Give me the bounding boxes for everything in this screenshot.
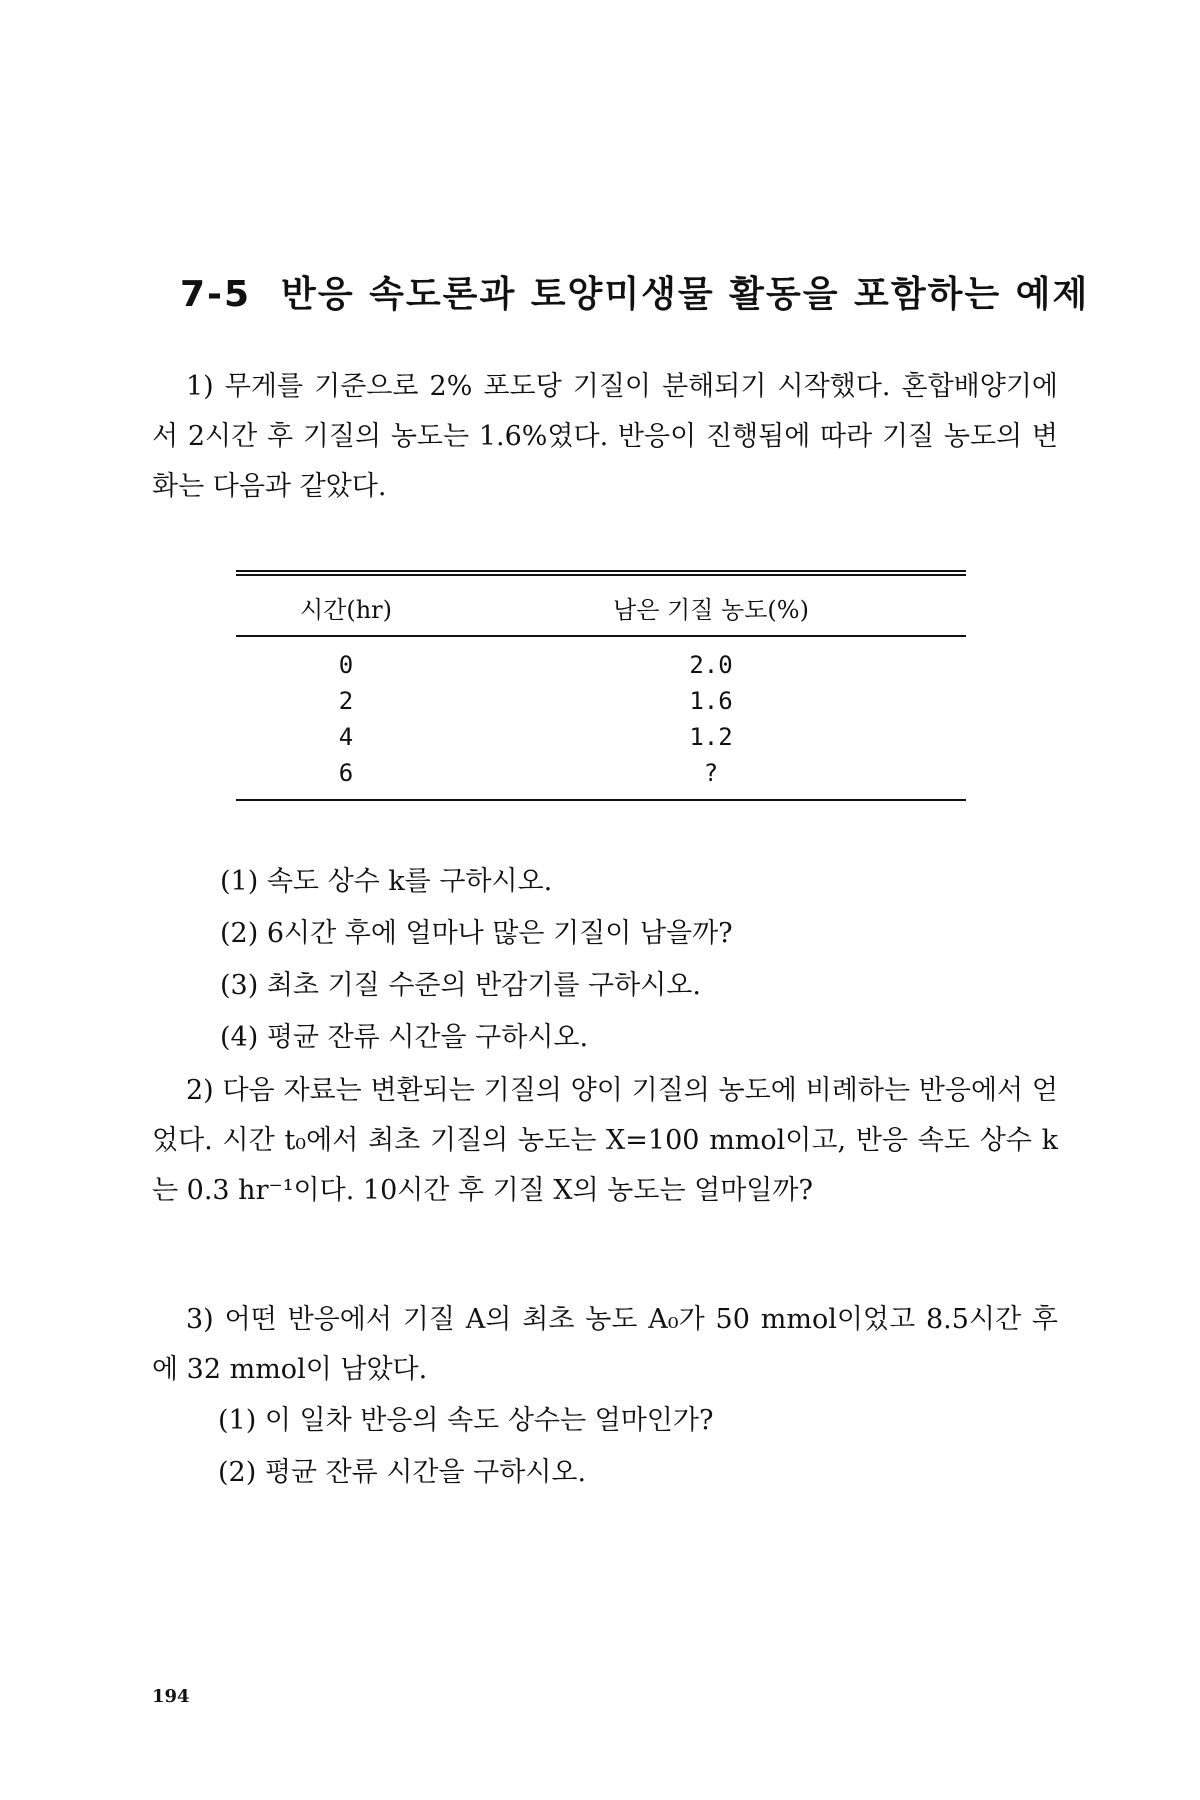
cell-time: 4 (338, 723, 354, 751)
cell-concentration: 2.0 (689, 651, 733, 679)
cell-time: 2 (338, 687, 354, 715)
list-item: (3) 최초 기질 수준의 반감기를 구하시오. (220, 970, 701, 1001)
table-row (236, 719, 966, 755)
cell-time: 0 (338, 651, 354, 679)
list-item: (1) 속도 상수 k를 구하시오. (220, 866, 553, 897)
cell-concentration: ? (456, 755, 966, 800)
cell-concentration: 1.6 (689, 687, 733, 715)
table-row (236, 683, 966, 719)
problem-3-text: 3) 어떤 반응에서 기질 A의 최초 농도 A₀가 50 mmol이었고 8.5시간 후에 32 mmol이 남았다. (152, 1304, 1058, 1385)
substrate-concentration-table (236, 570, 966, 801)
list-item: (4) 평균 잔류 시간을 구하시오. (220, 1022, 589, 1053)
table-row (236, 636, 966, 683)
page-number: 194 (152, 1686, 190, 1707)
section-heading (180, 266, 1090, 317)
cell-concentration: 1.2 (689, 723, 733, 751)
list-item: (2) 6시간 후에 얼마나 많은 기질이 남을까? (220, 918, 733, 949)
table-row (236, 755, 966, 800)
problem-1-text: 1) 무게를 기준으로 2% 포도당 기질이 분해되기 시작했다. 혼합배양기에서 2시간 후 기질의 농도는 1.6%였다. 반응이 진행됨에 따라 기질 농도의 변화는 다음과 같았다. (152, 371, 1058, 502)
section-number: 7-5 (180, 274, 252, 315)
list-item: (2) 평균 잔류 시간을 구하시오. (218, 1457, 587, 1488)
section-title-text: 반응 속도론과 토양미생물 활동을 포함하는 예제 (281, 274, 1090, 315)
problem-2-text: 2) 다음 자료는 변환되는 기질의 양이 기질의 농도에 비례하는 반응에서 얻었다. 시간 t₀에서 최초 기질의 농도는 X=100 mmol이고, 반응 속도 상수 k는 0.3 hr⁻¹이다. 10시간 후 기질 X의 농도는 얼마일까? (152, 1075, 1058, 1206)
list-item: (1) 이 일차 반응의 속도 상수는 얼마인가? (218, 1405, 714, 1436)
problem-3-questions (218, 1395, 1038, 1499)
problem-1-questions (220, 856, 1040, 1064)
header-remaining-concentration: 남은 기질 농도(%) (456, 573, 966, 636)
cell-time: 6 (236, 755, 456, 800)
header-time: 시간(hr) (236, 573, 456, 636)
table-header-row (236, 573, 966, 636)
